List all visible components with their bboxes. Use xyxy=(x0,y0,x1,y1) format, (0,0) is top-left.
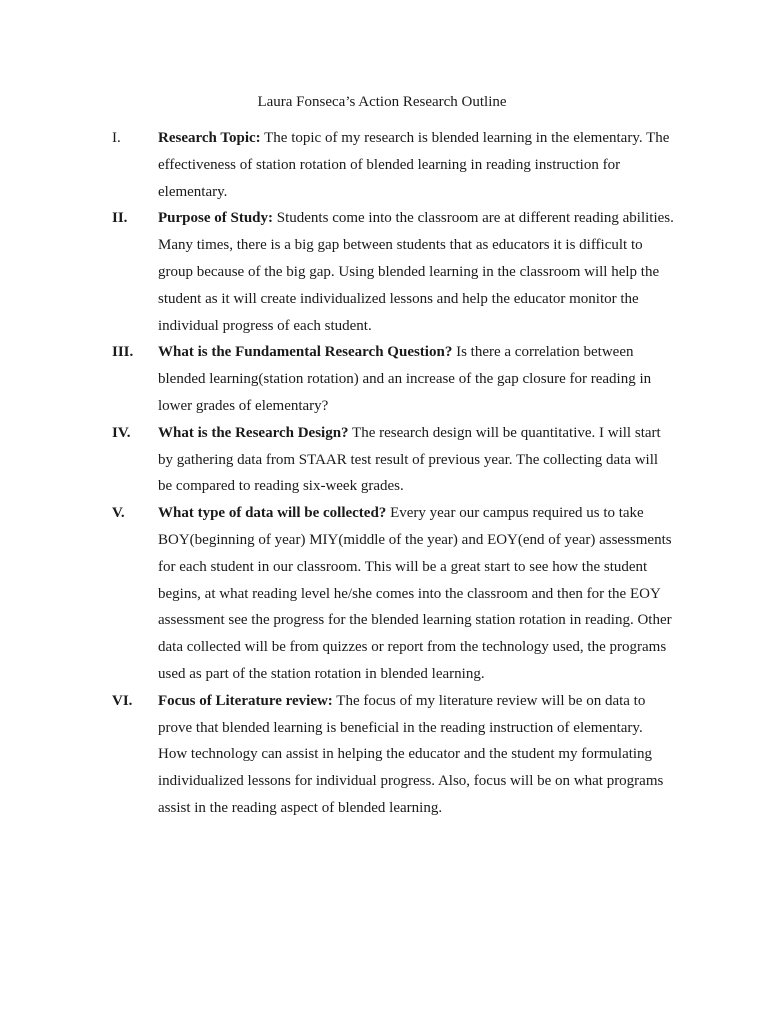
outline-item-data-collected xyxy=(112,500,692,688)
outline-text: Every year our campus required us to take xyxy=(386,505,644,522)
outline-line: for each student in our classroom. This will be a great start to see how the student xyxy=(158,558,648,575)
outline-item-research-question xyxy=(112,339,692,419)
outline-text: Is there a correlation between xyxy=(452,344,634,361)
outline-line: blended learning(station rotation) and an increase of the gap closure for reading in xyxy=(158,371,652,388)
outline-line: elementary. xyxy=(158,183,228,200)
outline-line: begins, at what reading level he/she comes into the classroom and then for the EOY xyxy=(158,585,661,602)
outline-list xyxy=(112,125,692,822)
outline-line: lower grades of elementary? xyxy=(158,397,329,414)
outline-numeral: II. xyxy=(112,210,128,227)
outline-line: effectiveness of station rotation of blended learning in reading instruction for xyxy=(158,156,621,173)
outline-heading: What is the Research Design? xyxy=(158,424,349,441)
outline-item-purpose-of-study xyxy=(112,205,692,339)
outline-numeral: III. xyxy=(112,344,134,361)
outline-item-research-design xyxy=(112,420,692,500)
outline-line xyxy=(158,420,692,447)
outline-line: individualized lessons for individual progress. Also, focus will be on what programs xyxy=(158,773,664,790)
outline-heading: Research Topic: xyxy=(158,130,261,146)
outline-line: BOY(beginning of year) MIY(middle of the year) and EOY(end of year) assessments xyxy=(158,531,672,548)
outline-numeral: IV. xyxy=(112,424,131,441)
outline-line: by gathering data from STAAR test result of previous year. The collecting data will xyxy=(158,451,659,468)
outline-heading: What type of data will be collected? xyxy=(158,505,387,522)
outline-line: student as it will create individualized lessons and help the educator monitor the xyxy=(158,290,639,307)
outline-heading: Focus of Literature review: xyxy=(158,692,333,709)
outline-text: Students come into the classroom are at different reading abilities. xyxy=(273,210,674,227)
outline-item-literature-review xyxy=(112,688,692,822)
document-title: Laura Fonseca’s Action Research Outline xyxy=(257,94,507,110)
outline-line: used as part of the station rotation in blended learning. xyxy=(158,665,485,682)
outline-line: assist in the reading aspect of blended learning. xyxy=(158,799,443,816)
outline-text: The focus of my literature review will be on data to xyxy=(332,692,646,709)
outline-numeral: I. xyxy=(112,130,121,146)
outline-line: individual progress of each student. xyxy=(158,317,372,334)
outline-line: prove that blended learning is beneficial in the reading instruction of elementary. xyxy=(158,719,643,736)
outline-line xyxy=(158,125,692,152)
outline-line: data collected will be from quizzes or report from the technology used, the programs xyxy=(158,639,667,656)
outline-text: The research design will be quantitative. I will start xyxy=(348,424,661,441)
outline-item-research-topic xyxy=(112,125,692,205)
outline-text: The topic of my research is blended learning in the elementary. The xyxy=(260,130,670,146)
outline-line: be compared to reading six-week grades. xyxy=(158,478,404,495)
outline-line xyxy=(158,205,692,232)
outline-line xyxy=(158,500,692,527)
outline-heading: Purpose of Study: xyxy=(158,210,274,227)
outline-numeral: VI. xyxy=(112,692,133,709)
outline-heading: What is the Fundamental Research Question? xyxy=(158,344,453,361)
outline-line: group because of the big gap. Using blended learning in the classroom will help the xyxy=(158,263,660,280)
outline-line xyxy=(158,688,692,715)
outline-line xyxy=(158,339,692,366)
outline-numeral: V. xyxy=(112,505,125,522)
outline-line: How technology can assist in helping the educator and the student my formulating xyxy=(158,746,653,763)
outline-line: assessment see the progress for the blended learning station rotation in reading. Other xyxy=(158,612,672,629)
outline-line: Many times, there is a big gap between students that as educators it is difficult to xyxy=(158,237,643,254)
